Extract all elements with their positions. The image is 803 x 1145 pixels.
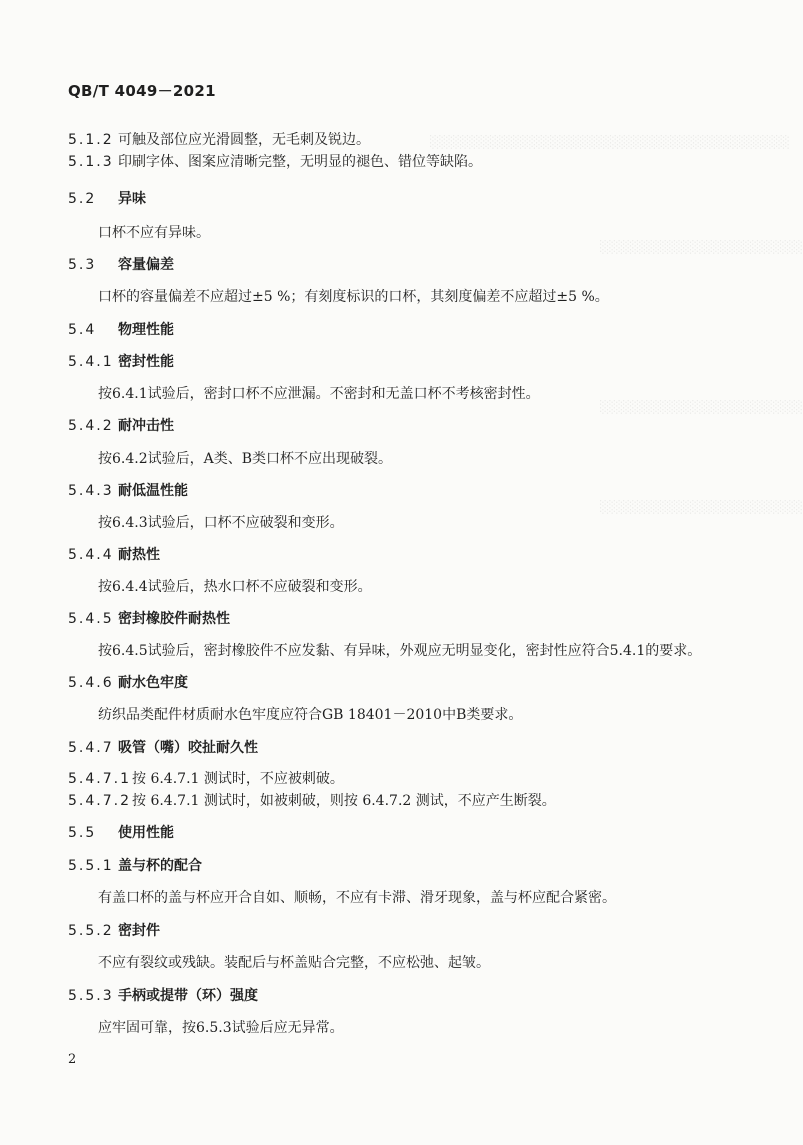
subsection-heading bbox=[68, 545, 160, 565]
subsection-title: 耐冲击性 bbox=[118, 418, 174, 434]
subsection-number: 5.4.6 bbox=[68, 675, 114, 691]
subsection-heading bbox=[68, 921, 160, 941]
subsection-heading bbox=[68, 856, 202, 876]
paragraph: 按6.4.3试验后，口杯不应破裂和变形。 bbox=[98, 515, 344, 531]
show-through-texture: ░░░░░░░░░░░░░░░░░░░░░░░░░░░░░░░░░░░░░░░ bbox=[430, 135, 790, 149]
clause-number: 5.1.3 bbox=[68, 154, 114, 170]
page-number: 2 bbox=[68, 1052, 77, 1067]
section-heading bbox=[68, 189, 146, 209]
section-heading bbox=[68, 823, 174, 843]
show-through-texture: ░░░░░░░░░░░░░░░░░░░░░░ bbox=[600, 500, 803, 514]
subsection-heading bbox=[68, 352, 174, 372]
section-number: 5.5 bbox=[68, 825, 97, 841]
paragraph: 纺织品类配件材质耐水色牢度应符合GB 18401－2010中B类要求。 bbox=[98, 707, 523, 723]
subsection-heading bbox=[68, 416, 174, 436]
clause-line bbox=[68, 791, 556, 811]
section-title: 物理性能 bbox=[118, 322, 174, 338]
subsection-title: 耐水色牢度 bbox=[118, 675, 188, 691]
section-number: 5.3 bbox=[68, 257, 97, 273]
subsection-number: 5.4.4 bbox=[68, 547, 114, 563]
subsection-number: 5.4.3 bbox=[68, 483, 114, 499]
section-number: 5.4 bbox=[68, 322, 97, 338]
paragraph: 口杯的容量偏差不应超过±5 %；有刻度标识的口杯，其刻度偏差不应超过±5 %。 bbox=[98, 289, 609, 305]
clause-text: 按 6.4.7.1 测试时，如被刺破，则按 6.4.7.2 测试，不应产生断裂。 bbox=[132, 793, 556, 809]
clause-text: 印刷字体、图案应清晰完整，无明显的褪色、错位等缺陷。 bbox=[118, 154, 482, 170]
section-title: 异味 bbox=[118, 191, 146, 207]
subsection-title: 盖与杯的配合 bbox=[118, 858, 202, 874]
paragraph: 有盖口杯的盖与杯应开合自如、顺畅，不应有卡滞、滑牙现象，盖与杯应配合紧密。 bbox=[98, 890, 616, 906]
subsection-number: 5.5.2 bbox=[68, 923, 114, 939]
subsection-title: 手柄或提带（环）强度 bbox=[118, 988, 258, 1004]
subsection-title: 密封性能 bbox=[118, 354, 174, 370]
section-title: 容量偏差 bbox=[118, 257, 174, 273]
subsection-title: 密封橡胶件耐热性 bbox=[118, 611, 230, 627]
subsection-title: 耐热性 bbox=[118, 547, 160, 563]
clause-text: 按 6.4.7.1 测试时，不应被刺破。 bbox=[132, 771, 344, 787]
paragraph: 按6.4.5试验后，密封橡胶件不应发黏、有异味，外观应无明显变化，密封性应符合5.4.1的要求。 bbox=[98, 643, 702, 659]
section-number: 5.2 bbox=[68, 191, 97, 207]
section-heading bbox=[68, 320, 174, 340]
subsection-number: 5.4.7 bbox=[68, 740, 114, 756]
subsection-heading bbox=[68, 738, 258, 758]
paragraph: 应牢固可靠，按6.5.3试验后应无异常。 bbox=[98, 1020, 344, 1036]
show-through-texture: ░░░░░░░░░░░░░░░░░░░░░░ bbox=[600, 240, 803, 254]
subsection-number: 5.4.2 bbox=[68, 418, 114, 434]
section-title: 使用性能 bbox=[118, 825, 174, 841]
clause-text: 可触及部位应光滑圆整，无毛刺及锐边。 bbox=[118, 132, 370, 148]
subsection-title: 吸管（嘴）咬扯耐久性 bbox=[118, 740, 258, 756]
paragraph: 按6.4.4试验后，热水口杯不应破裂和变形。 bbox=[98, 579, 372, 595]
subsection-title: 密封件 bbox=[118, 923, 160, 939]
paragraph: 不应有裂纹或残缺。装配后与杯盖贴合完整，不应松弛、起皱。 bbox=[98, 955, 490, 971]
section-heading bbox=[68, 255, 174, 275]
show-through-texture: ░░░░░░░░░░░░░░░░░░░░░░ bbox=[600, 400, 803, 414]
clause-number: 5.1.2 bbox=[68, 132, 114, 148]
subsection-number: 5.4.5 bbox=[68, 611, 114, 627]
subsection-number: 5.4.1 bbox=[68, 354, 114, 370]
paragraph: 口杯不应有异味。 bbox=[98, 225, 210, 241]
clause-line bbox=[68, 152, 482, 172]
paragraph: 按6.4.1试验后，密封口杯不应泄漏。不密封和无盖口杯不考核密封性。 bbox=[98, 386, 540, 402]
clause-number: 5.4.7.1 bbox=[68, 771, 131, 787]
clause-number: 5.4.7.2 bbox=[68, 793, 131, 809]
subsection-number: 5.5.3 bbox=[68, 988, 114, 1004]
subsection-title: 耐低温性能 bbox=[118, 483, 188, 499]
document-code: QB/T 4049－2021 bbox=[68, 82, 216, 100]
clause-line bbox=[68, 769, 344, 789]
subsection-heading bbox=[68, 481, 188, 501]
paragraph: 按6.4.2试验后，A类、B类口杯不应出现破裂。 bbox=[98, 451, 393, 467]
subsection-number: 5.5.1 bbox=[68, 858, 114, 874]
subsection-heading bbox=[68, 986, 258, 1006]
clause-line bbox=[68, 130, 370, 150]
subsection-heading bbox=[68, 673, 188, 693]
subsection-heading bbox=[68, 609, 230, 629]
